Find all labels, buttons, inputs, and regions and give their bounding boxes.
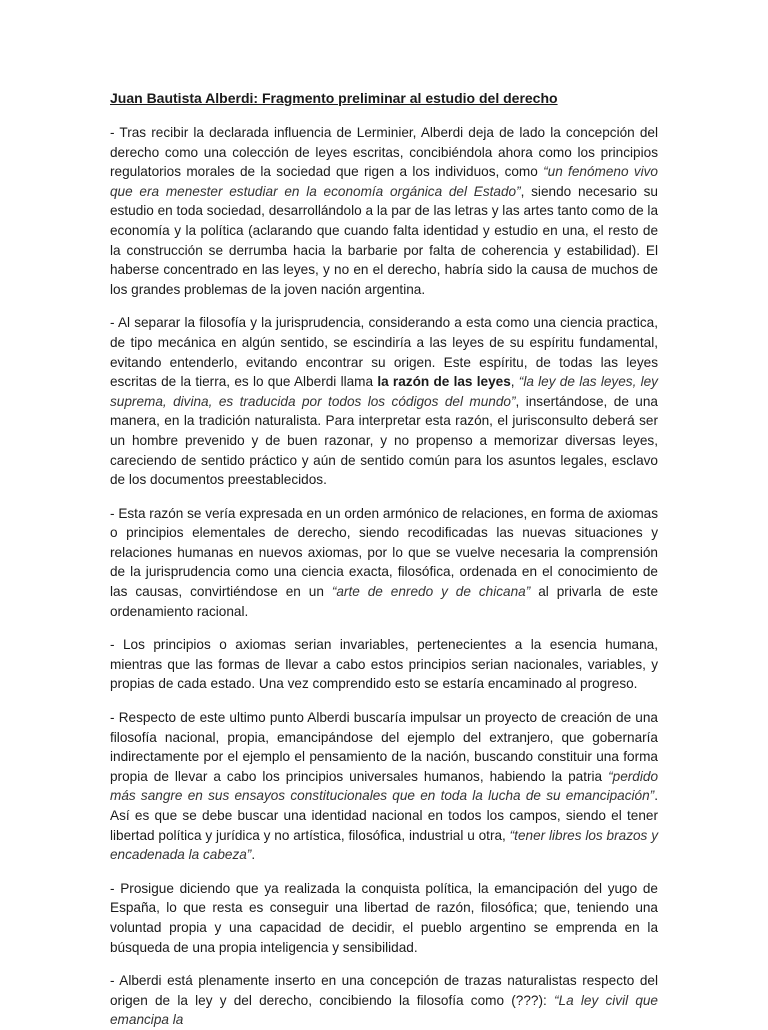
bold-text: la razón de las leyes xyxy=(377,374,511,390)
paragraph-text: , xyxy=(510,374,519,390)
quote-text: “arte de enredo y de chicana” xyxy=(331,584,531,600)
quote-text: “La ley civil que emancipa la xyxy=(110,992,658,1028)
paragraph-text: - Al separar la filosofía y la jurisprudencia, considerando a esta como una ciencia practica, de tipo mecánica en algún sentido, se escindiría a las leyes de su espíritu fundamental, evitando entenderlo, evitando encontrar su origen. Este espíritu, de todas las leyes escritas de la tierra, es lo que Alberdi llama xyxy=(110,315,658,390)
paragraph xyxy=(110,971,658,1030)
paragraph-text: . Así es que se debe buscar una identidad nacional en todos los campos, siendo el tener libertad política y jurídica y no artística, filosófica, industrial u otra, xyxy=(110,788,658,843)
paragraph-text: - Esta razón se vería expresada en un orden armónico de relaciones, en forma de axiomas o principios elementales de derecho, siendo recodificadas las nuevas situaciones y relaciones humanas en nuevos axiomas, por lo que se vuelve necesaria la comprensión de la jurisprudencia como una ciencia exacta, filosófica, ordenada en el conocimiento de las causas, convirtiéndose en un xyxy=(110,505,658,600)
paragraph xyxy=(110,879,658,957)
quote-text: “la ley de las leyes, ley suprema, divina, es traducida por todos los códigos del mundo” xyxy=(110,374,658,409)
quote-text: “tener libres los brazos y encadenada la cabeza” xyxy=(110,827,658,863)
quote-text: “un fenómeno vivo que era menester estudiar en la economía orgánica del Estado” xyxy=(110,164,658,199)
paragraph-text: - Alberdi está plenamente inserto en una concepción de trazas naturalistas respecto del origen de la ley y del derecho, concibiendo la filosofía como (???): xyxy=(110,973,658,1008)
paragraph xyxy=(110,504,658,622)
paragraph-text: . xyxy=(251,847,256,863)
paragraph xyxy=(110,708,658,865)
paragraph xyxy=(110,635,658,694)
document-title: Juan Bautista Alberdi: Fragmento preliminar al estudio del derecho xyxy=(110,90,558,106)
paragraph-text: - Los principios o axiomas serian invariables, pertenecientes a la esencia humana, mientras que las formas de llevar a cabo estos principios serian nacionales, variables, y propias de cada estado. Una vez comprendido esto se estaría encaminado al progreso. xyxy=(110,637,658,692)
paragraph-text: - Prosigue diciendo que ya realizada la conquista política, la emancipación del yugo de España, lo que resta es conseguir una libertad de razón, filosófica; que, teniendo una voluntad propia y una capacidad de decidir, el pueblo argentino se emprenda en la búsqueda de una propia inteligencia y sensibilidad. xyxy=(110,880,658,955)
paragraph-text: - Respecto de este ultimo punto Alberdi buscaría impulsar un proyecto de creación de una filosofía nacional, propia, emancipándose del ejemplo del extranjero, que gobernaría indirectamente por el ejemplo el pensamiento de la nación, buscando constituir una forma propia de llevar a cabo los principios universales humanos, habiendo la patria xyxy=(110,710,658,784)
paragraph-text: , siendo necesario su estudio en toda sociedad, desarrollándolo a la par de las letras y las artes tanto como de la economía y la política (aclarando que cuando falta identidad y estudio en una, el resto de la construcción se derrumba hacia la barbarie por falta de coherencia y estabilidad). El haberse concentrado en las leyes, y no en el derecho, habría sido la causa de muchos de los grandes problemas de la joven nación argentina. xyxy=(110,183,658,297)
paragraph xyxy=(110,313,658,489)
quote-text: “perdido más sangre en sus ensayos constitucionales que en toda la lucha de su emancipación” xyxy=(110,768,658,804)
paragraph xyxy=(110,123,658,299)
document-body xyxy=(110,123,658,1030)
paragraph-text: , insertándose, de una manera, en la tradición naturalista. Para interpretar esta razón, el jurisconsulto deberá ser un hombre prevenido y de buen razonar, y no propenso a memorizar diversas leyes, careciendo de sentido práctico y aún de sentido común para los asuntos legales, esclavo de los documentos preestablecidos. xyxy=(110,393,658,488)
paragraph-text: - Tras recibir la declarada influencia de Lerminier, Alberdi deja de lado la concepción del derecho como una colección de leyes escritas, concibiéndola ahora como los principios regulatorios morales de la sociedad que rigen a los individuos, como xyxy=(110,125,658,180)
paragraph-text: al privarla de este ordenamiento racional. xyxy=(110,584,658,619)
